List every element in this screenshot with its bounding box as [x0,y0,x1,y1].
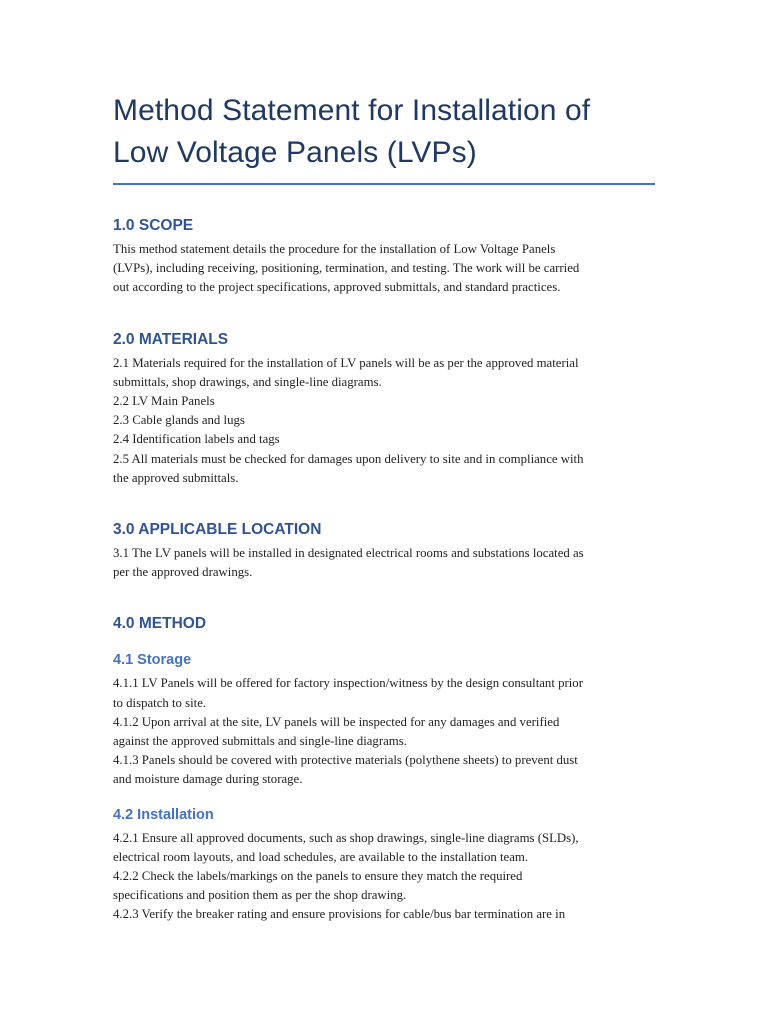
body-line: specifications and position them as per the shop drawing. [113,888,407,903]
body-line: 3.1 The LV panels will be installed in designated electrical rooms and substations located as [113,546,584,561]
section-scope [113,215,655,298]
body-line: (LVPs), including receiving, positioning, termination, and testing. The work will be carried [113,261,580,276]
body-line: and moisture damage during storage. [113,772,303,787]
section-materials [113,329,655,488]
subsection-body [113,674,655,789]
section-applicable-location [113,519,655,582]
title-line-1: Method Statement for Installation of [113,94,591,127]
body-line: This method statement details the procedure for the installation of Low Voltage Panels [113,242,556,256]
subsection-storage [113,649,655,789]
document-title [113,90,655,174]
document-page [113,90,655,925]
subsection-heading: 4.2 Installation [113,806,214,823]
body-line: 4.2.1 Ensure all approved documents, such as shop drawings, single-line diagrams (SLDs), [113,830,579,845]
title-line-2: Low Voltage Panels (LVPs) [113,136,477,169]
body-line: 4.1.1 LV Panels will be offered for factory inspection/witness by the design consultant prior [113,676,583,691]
section-body [113,240,655,298]
body-line: 2.5 All materials must be checked for damages upon delivery to site and in compliance with [113,451,584,466]
body-line: 2.3 Cable glands and lugs [113,413,245,428]
subsection-installation [113,804,655,925]
body-line: per the approved drawings. [113,565,253,580]
body-line: 4.2.2 Check the labels/markings on the panels to ensure they match the required [113,869,523,884]
body-line: the approved submittals. [113,470,239,485]
section-body [113,544,655,582]
section-heading: 3.0 APPLICABLE LOCATION [113,521,322,539]
body-line: out according to the project specifications, approved submittals, and standard practices. [113,280,561,295]
section-heading: 2.0 MATERIALS [113,330,229,348]
section-body [113,354,655,488]
body-line: submittals, shop drawings, and single-line diagrams. [113,374,382,389]
subsection-body [113,829,655,925]
body-line: to dispatch to site. [113,695,207,710]
body-line: 4.1.3 Panels should be covered with protective materials (polythene sheets) to prevent dust [113,753,578,768]
section-method [113,613,655,924]
section-heading: 4.0 METHOD [113,615,207,633]
title-underline [113,183,655,185]
body-line: 2.1 Materials required for the installation of LV panels will be as per the approved material [113,355,579,370]
body-line: against the approved submittals and single-line diagrams. [113,734,407,749]
body-line: 4.1.2 Upon arrival at the site, LV panels will be inspected for any damages and verified [113,714,560,729]
section-heading: 1.0 SCOPE [113,217,194,234]
subsection-heading: 4.1 Storage [113,652,192,669]
body-line: 4.2.3 Verify the breaker rating and ensure provisions for cable/bus bar termination are in [113,907,566,922]
body-line: electrical room layouts, and load schedules, are available to the installation team. [113,849,529,864]
body-line: 2.2 LV Main Panels [113,394,215,409]
body-line: 2.4 Identification labels and tags [113,432,280,447]
